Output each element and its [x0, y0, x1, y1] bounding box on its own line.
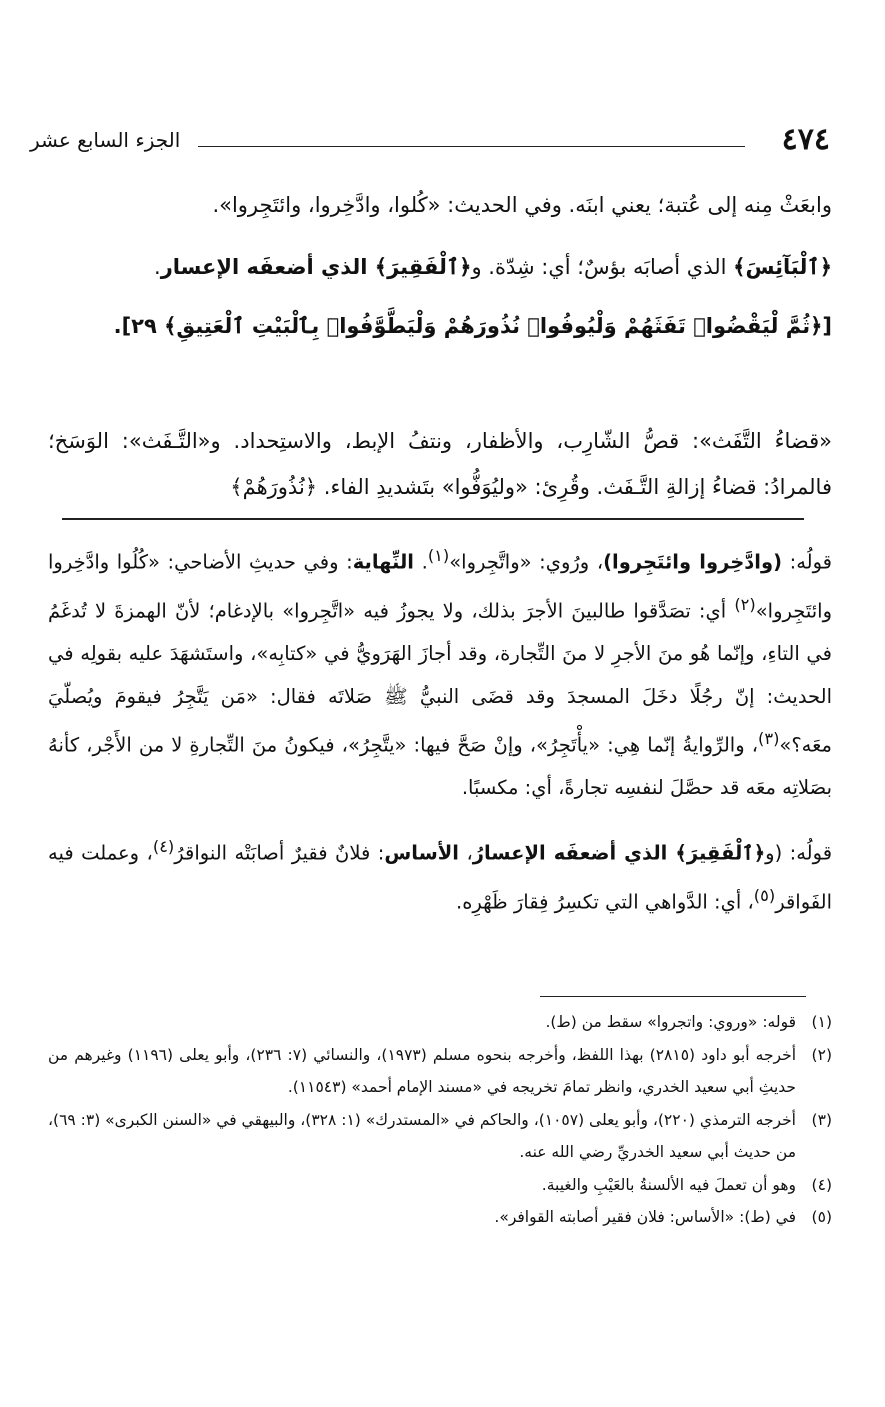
c1-lemma: (وادَّخِروا وائتَجِروا) [603, 550, 783, 574]
quran-term-al-bais: ﴿ٱلْبَآئِسَ﴾ [733, 255, 832, 279]
footnote-text: وهو أن تعملَ فيه الألسنةُ بالعَيْبِ والغيبة. [541, 1175, 796, 1194]
main-paragraph-4: «قضاءُ التَّفَث»: قصُّ الشّارِب، والأظفار، ونتفُ الإبط، والاستِحداد. و«التَّـفَث»: الوَسَخ؛ فالمرادُ: قضاءُ إزالةِ التَّـفَث. وقُرِئ: «وليُوَفُّوا» بتَشديدِ الفاء. ﴿نُذُورَهُمْ﴾ [48, 429, 832, 499]
c1-sep: . [414, 550, 428, 574]
c1-quote: : وفي حديثِ الأضاحي: «كُلُوا وادَّخِروا وائتَجِروا» [48, 550, 832, 623]
page-number: ٤٧٤ [781, 122, 830, 157]
footnotes [48, 1006, 832, 1234]
commentary-paragraph-2 [48, 826, 832, 924]
footnote-number: (٥) [811, 1208, 832, 1226]
footnote [48, 1104, 832, 1169]
footnote-ref-2: (٢) [734, 595, 756, 614]
text-divider [62, 518, 804, 520]
footnote-ref-1: (١) [427, 546, 450, 565]
quran-verse: [﴿ثُمَّ لْيَقْضُوا۟ تَفَثَهُمْ وَلْيُوفُوا۟ نُذُورَهُمْ وَلْيَطَّوَّفُوا۟ بِٱلْبَيْتِ ٱلْعَتِيقِ﴾ ٢٩]. [113, 314, 832, 338]
c2-lead: قولُه: (و [765, 841, 833, 864]
footnote-text: في (ط): «الأساس: فلان فقير أصابته القوافر». [494, 1208, 796, 1226]
footnote-number: (٢) [811, 1045, 832, 1064]
c2-lemma: ﴿ٱلْفَقِيرَ﴾ الذي أضعفَه الإعسارُ [472, 841, 766, 864]
footnote-number: (٤) [811, 1175, 832, 1194]
main-paragraph-1: وابعَثْ مِنه إلى عُتبة؛ يعني ابنَه. وفي الحديث: «كُلوا، وادَّخِروا، وائتَجِروا». [212, 193, 832, 217]
main-text-bottom [48, 418, 832, 510]
footnote-ref-5: (٥) [753, 885, 776, 905]
footnote-ref-4: (٤) [152, 836, 175, 856]
footnote-text: قوله: «وروي: واتجروا» سقط من (ط). [545, 1013, 796, 1031]
c1-text: ، ورُوي: «واتَّجِروا» [449, 550, 604, 574]
c1-body: أي: تصَدَّقوا طالبينَ الأجرَ بذلك، ولا يجوزُ فيه «اتَّجِروا» بالإدغام؛ لأنّ الهمزةَ لا تُدغَمُ في التاءِ، وإنّما هُو منَ الأجرِ لا منَ التِّجارة، وقد أجازَ الهَرَويُّ في «كتابِه»، واستَشهَدَ عليه بقولِه في الحديث: إنّ رجُلًا دخَلَ المسجدَ وقد قضَى النبيُّ ﷺ صَلاتَه فقال: «مَن يَتَّجِرُ فيقومَ ويُصلّيَ معَه؟» [48, 599, 832, 757]
main-paragraph-2-end: . [154, 255, 161, 279]
c1-source: النِّهاية [352, 550, 414, 574]
commentary [48, 535, 832, 924]
footnote-rule [540, 996, 806, 997]
main-paragraph-2-text: الذي أصابَه بؤسٌ؛ أي: شِدّة. و [471, 255, 734, 279]
c2-tail: ، أي: الدَّواهي التي تكسِرُ فِقارَ ظَهْرِه. [456, 890, 754, 913]
footnote-text: أخرجه الترمذي (٢٢٠)، وأبو يعلى (١٠٥٧)، والحاكم في «المستدرك» (١: ٣٢٨)، والبيهقي في «السنن الكبرى» (٣: ٦٩)، من حديث أبي سعيد الخدريِّ رضي الله عنه. [48, 1110, 796, 1161]
c1-lead: قولُه: [782, 550, 832, 574]
c2-text-2: ، وعملت فيه الفَواقر [48, 841, 832, 913]
c2-sep: ، [458, 841, 473, 864]
footnote [48, 1039, 832, 1104]
c2-source: الأساس [384, 841, 459, 864]
footnote [48, 1201, 832, 1234]
footnote-number: (١) [811, 1013, 832, 1031]
c2-text: : فلانٌ فقيرٌ أصابَتْه النواقرُ [174, 841, 385, 864]
page-header [30, 122, 830, 166]
quran-term-al-faqir: ﴿ٱلْفَقِيرَ﴾ الذي أضعفَه الإعسار [160, 255, 472, 279]
running-head: الجزء السابع عشر [30, 128, 181, 152]
footnote-ref-3: (٣) [757, 729, 780, 748]
header-rule [198, 146, 745, 147]
footnote [48, 1006, 832, 1039]
c1-tail: ، والرِّوايةُ إنّما هِي: «يأْتَجِرُ»، وإنْ صَحَّ فيها: «يتَّجِرُ»، فيكونُ منَ التِّجارةِ لا من الأَجْر، كأنهُ بصَلاتِه معَه قد حصَّلَ لنفسِه تجارةً، أي: مكسبًا. [48, 733, 832, 799]
footnote-number: (٣) [811, 1110, 832, 1129]
main-paragraph-2 [48, 236, 832, 298]
footnote [48, 1169, 832, 1202]
commentary-paragraph-1 [48, 535, 832, 810]
main-text-top [48, 174, 832, 354]
footnote-text: أخرجه أبو داود (٢٨١٥) بهذا اللفظ، وأخرجه بنحوه مسلم (١٩٧٣)، والنسائي (٧: ٢٣٦)، وأبو يعلى (١١٩٦) وغيرهم من حديثِ أبي سعيد الخدري، وانظر تمامَ تخريجه في «مسند الإمام أحمد» (١١٥٤٣). [48, 1045, 796, 1096]
